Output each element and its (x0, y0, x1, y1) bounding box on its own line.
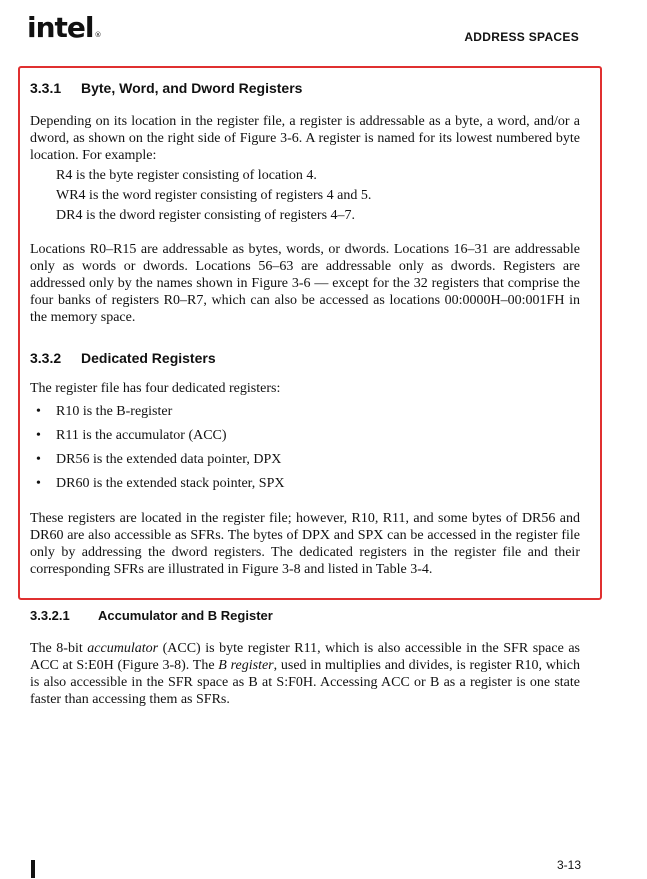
paragraph: The register file has four dedicated registers: (30, 381, 281, 396)
running-header: ADDRESS SPACES (464, 30, 579, 44)
section-3-3-2-heading (30, 348, 580, 368)
registered-mark: ® (94, 31, 101, 39)
section-3-3-1-heading (30, 78, 580, 98)
example-item: R4 is the byte register consisting of location 4. (56, 168, 317, 183)
example-list (30, 166, 580, 226)
section-3-3-2-1-heading (30, 606, 580, 626)
paragraph: Depending on its location in the register file, a register is addressable as a byte, a word, and/or a dword, as shown on the right side of Figure 3-6. A register is named for its lowest numbered byte location. For example: (30, 114, 580, 163)
list-item: • DR60 is the extended stack pointer, SPX (30, 472, 580, 496)
section-title: Dedicated Registers (81, 350, 216, 366)
page-number: 3-13 (556, 858, 581, 872)
section-number: 3.3.2 (30, 350, 62, 366)
example-item: WR4 is the word register consisting of registers 4 and 5. (56, 188, 372, 203)
text-run: The 8-bit (30, 641, 88, 656)
section-number: 3.3.1 (30, 80, 62, 96)
list-item: • DR56 is the extended data pointer, DPX (30, 448, 580, 472)
term-b-register: B register (218, 658, 274, 673)
term-accumulator: accumulator (87, 641, 159, 656)
logo-text: intel (27, 11, 94, 44)
section-number: 3.3.2.1 (30, 608, 70, 623)
section-title: Byte, Word, and Dword Registers (81, 80, 303, 96)
paragraph: Locations R0–R15 are addressable as bytes, words, or dwords. Locations 16–31 are addressable only as words or dwords. Locations 56–63 are addressable only as dwords. Registers are addressed only by the names shown in Figure 3-6 — except for the 32 registers that comprise the four banks of registers R0–R7, which can also be accessed as locations 00:0000H–00:001FH in the memory space. (30, 242, 580, 325)
list-item: • R10 is the B-register (30, 400, 580, 424)
example-item: DR4 is the dword register consisting of registers 4–7. (56, 208, 356, 223)
list-item: • R11 is the accumulator (ACC) (30, 424, 580, 448)
text-run: , used in multiplies and divides, is register R10, which is also accessible in the SFR space as B at S:F0H. Accessing ACC or B as a register is one state faster than accessing them as SFRs. (30, 658, 580, 707)
text-run: (ACC) is byte register R11, which is also accessible in the SFR space as ACC at S:E0H (Figure 3-8). The (30, 641, 580, 673)
change-bar (31, 860, 35, 878)
section-title: Accumulator and B Register (98, 608, 273, 623)
paragraph (30, 640, 580, 708)
dedicated-register-list (30, 400, 580, 496)
paragraph: These registers are located in the register file; however, R10, R11, and some bytes of DR56 and DR60 are also accessible as SFRs. The bytes of DPX and SPX can be accessed in the register file only by addressing the dword registers. The dedicated registers in the register file and their corresponding SFRs are illustrated in Figure 3-8 and listed in Table 3-4. (30, 511, 580, 577)
page-body (30, 78, 580, 708)
intel-logo (27, 11, 101, 44)
